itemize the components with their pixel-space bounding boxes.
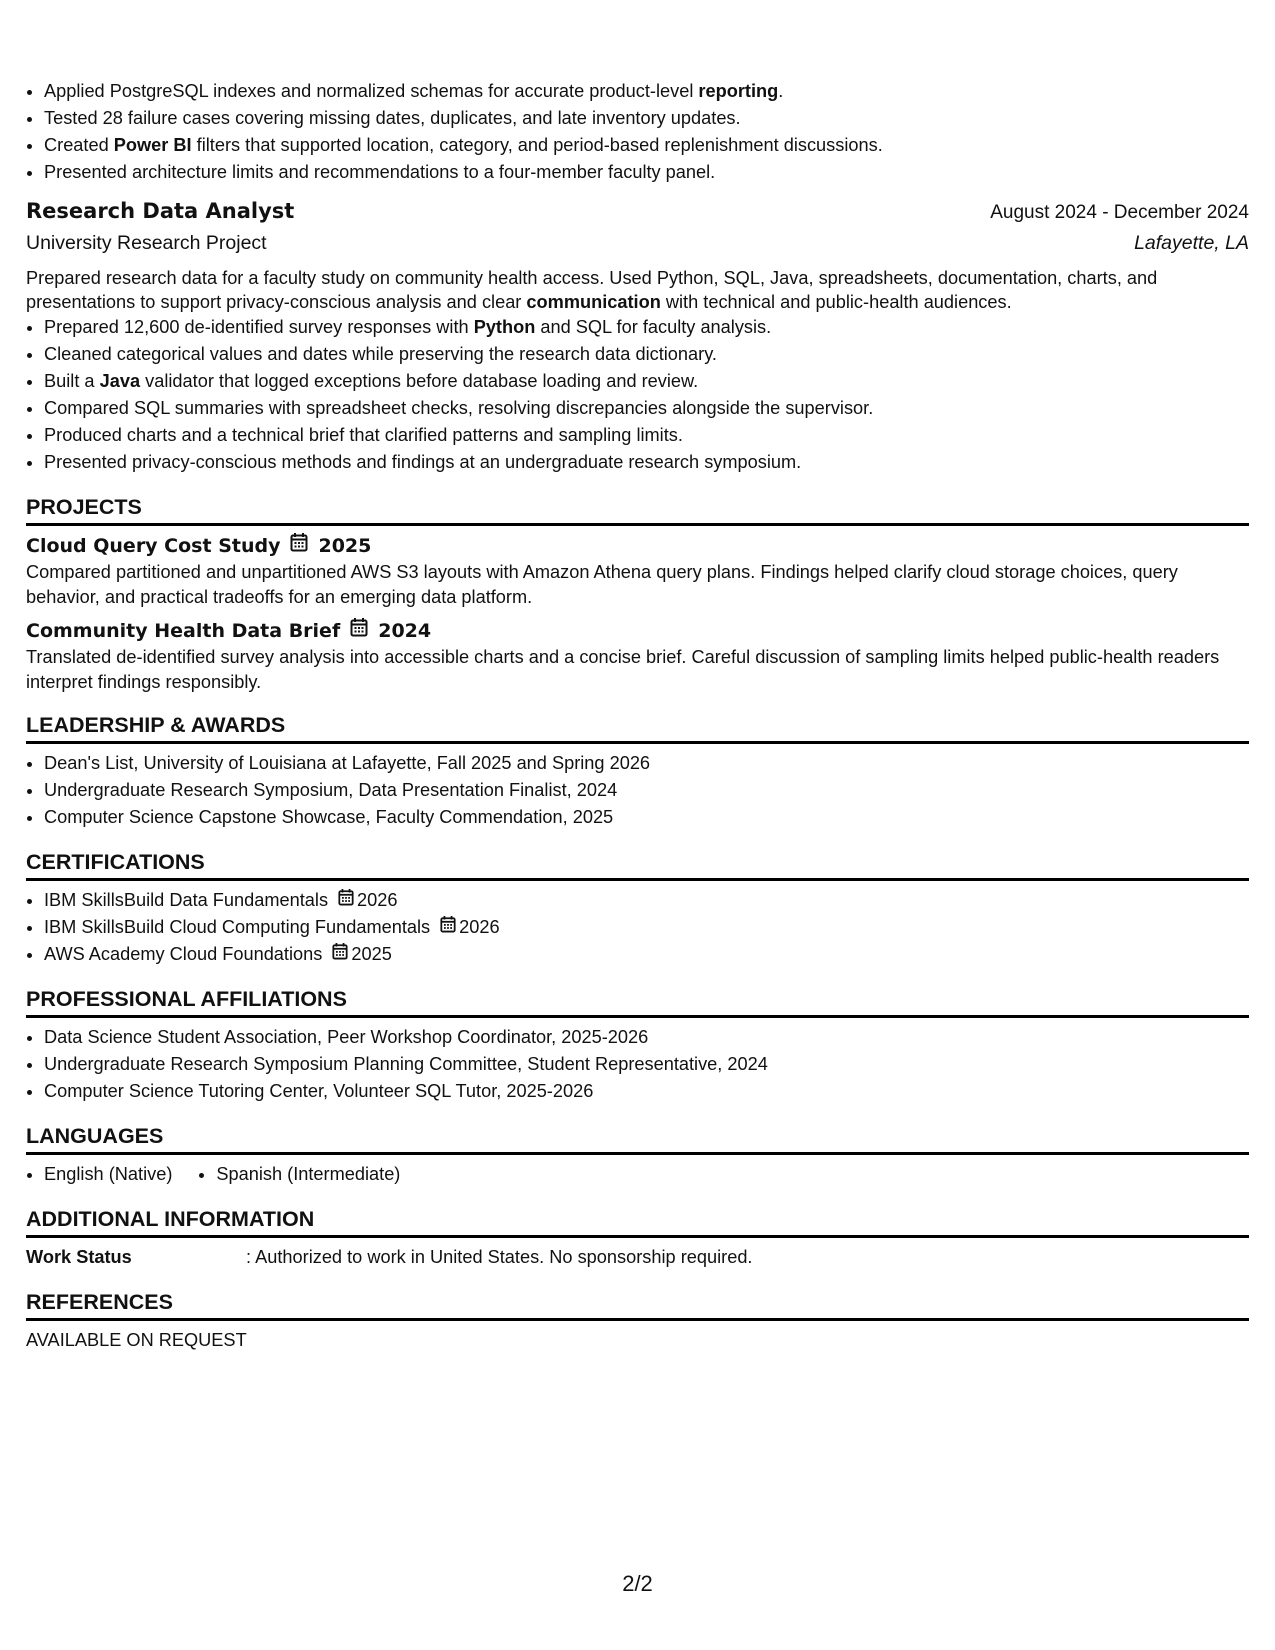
- previous-job-bullets: [26, 78, 1249, 186]
- list-item: • Produced charts and a technical brief that clarified patterns and sampling limits.: [44, 422, 1249, 449]
- project-description: Compared partitioned and unpartitioned AWS S3 layouts with Amazon Athena query plans. Findings helped clarify cloud storage choices, query behavior, and practical tradeoffs for an emerging data platform.: [26, 562, 1178, 607]
- additional-info-section: [26, 1204, 1249, 1271]
- references-text: AVAILABLE ON REQUEST: [26, 1330, 247, 1350]
- list-item: [44, 914, 1249, 941]
- list-item: • Spanish (Intermediate): [216, 1161, 400, 1188]
- list-item: • Dean's List, University of Louisiana at Lafayette, Fall 2025 and Spring 2026: [44, 750, 1249, 777]
- cert-year: 2025: [351, 944, 392, 964]
- work-status-row: [26, 1244, 1249, 1271]
- cert-year: 2026: [357, 890, 398, 910]
- calendar-icon: [290, 532, 308, 560]
- list-item: • Applied PostgreSQL indexes and normalized schemas for accurate product-level reporting.: [44, 78, 1249, 105]
- job-header: [26, 196, 1249, 226]
- job-title: Research Data Analyst: [26, 199, 295, 223]
- calendar-icon: [350, 617, 368, 645]
- calendar-icon: [332, 941, 348, 968]
- section-title: CERTIFICATIONS: [26, 847, 1249, 881]
- resume-page: [26, 78, 1249, 1354]
- job-organization: University Research Project: [26, 232, 267, 254]
- project-description: Translated de-identified survey analysis into accessible charts and a concise brief. Careful discussion of sampling limits helped public-health readers interpret findings responsibly.: [26, 647, 1220, 692]
- languages-section: [26, 1121, 1249, 1188]
- list-item: • Tested 28 failure cases covering missing dates, duplicates, and late inventory updates.: [44, 105, 1249, 132]
- list-item: • Cleaned categorical values and dates while preserving the research data dictionary.: [44, 341, 1249, 368]
- projects-section: [26, 492, 1249, 694]
- project-year: 2025: [318, 535, 372, 557]
- cert-year: 2026: [459, 917, 500, 937]
- project-name: Community Health Data Brief: [26, 620, 341, 642]
- references-section: [26, 1287, 1249, 1354]
- list-item: [44, 887, 1249, 914]
- page-number: 2/2: [622, 1571, 653, 1596]
- list-item: • Data Science Student Association, Peer Workshop Coordinator, 2025-2026: [44, 1024, 1249, 1051]
- project-header: [26, 532, 1249, 560]
- section-title: LANGUAGES: [26, 1121, 1249, 1155]
- section-title: LEADERSHIP & AWARDS: [26, 710, 1249, 744]
- list-item: • Computer Science Tutoring Center, Volunteer SQL Tutor, 2025-2026: [44, 1078, 1249, 1105]
- section-title: ADDITIONAL INFORMATION: [26, 1204, 1249, 1238]
- section-title: PROJECTS: [26, 492, 1249, 526]
- work-status-value: : Authorized to work in United States. No sponsorship required.: [246, 1247, 753, 1267]
- job-subheader: [26, 228, 1249, 258]
- list-item: [44, 941, 1249, 968]
- project-name: Cloud Query Cost Study: [26, 535, 281, 557]
- list-item: • Prepared 12,600 de-identified survey responses with Python and SQL for faculty analysis.: [44, 314, 1249, 341]
- certifications-section: [26, 847, 1249, 968]
- list-item: • Compared SQL summaries with spreadsheet checks, resolving discrepancies alongside the supervisor.: [44, 395, 1249, 422]
- calendar-icon: [440, 914, 456, 941]
- project-header: [26, 617, 1249, 645]
- leadership-section: [26, 710, 1249, 831]
- job-location: Lafayette, LA: [1134, 232, 1249, 254]
- list-item: • Presented architecture limits and recommendations to a four-member faculty panel.: [44, 159, 1249, 186]
- cert-name: AWS Academy Cloud Foundations: [44, 944, 323, 964]
- project-year: 2024: [378, 620, 432, 642]
- job-summary: Prepared research data for a faculty study on community health access. Used Python, SQL, Java, spreadsheets, documentation, charts, and presentations to support privacy-conscious analysis and clear communication with technical and public-health audiences.: [26, 268, 1158, 312]
- list-item: • English (Native): [44, 1161, 172, 1188]
- cert-name: IBM SkillsBuild Cloud Computing Fundamentals: [44, 917, 431, 937]
- list-item: • Created Power BI filters that supported location, category, and period-based replenishment discussions.: [44, 132, 1249, 159]
- section-title: REFERENCES: [26, 1287, 1249, 1321]
- work-status-label: Work Status: [26, 1247, 132, 1267]
- list-item: • Presented privacy-conscious methods and findings at an undergraduate research symposium.: [44, 449, 1249, 476]
- list-item: • Computer Science Capstone Showcase, Faculty Commendation, 2025: [44, 804, 1249, 831]
- calendar-icon: [338, 887, 354, 914]
- affiliations-section: [26, 984, 1249, 1105]
- list-item: • Built a Java validator that logged exceptions before database loading and review.: [44, 368, 1249, 395]
- section-title: PROFESSIONAL AFFILIATIONS: [26, 984, 1249, 1018]
- cert-name: IBM SkillsBuild Data Fundamentals: [44, 890, 329, 910]
- job-dates: August 2024 - December 2024: [990, 202, 1249, 223]
- list-item: • Undergraduate Research Symposium Planning Committee, Student Representative, 2024: [44, 1051, 1249, 1078]
- job-bullets: [26, 314, 1249, 476]
- list-item: • Undergraduate Research Symposium, Data Presentation Finalist, 2024: [44, 777, 1249, 804]
